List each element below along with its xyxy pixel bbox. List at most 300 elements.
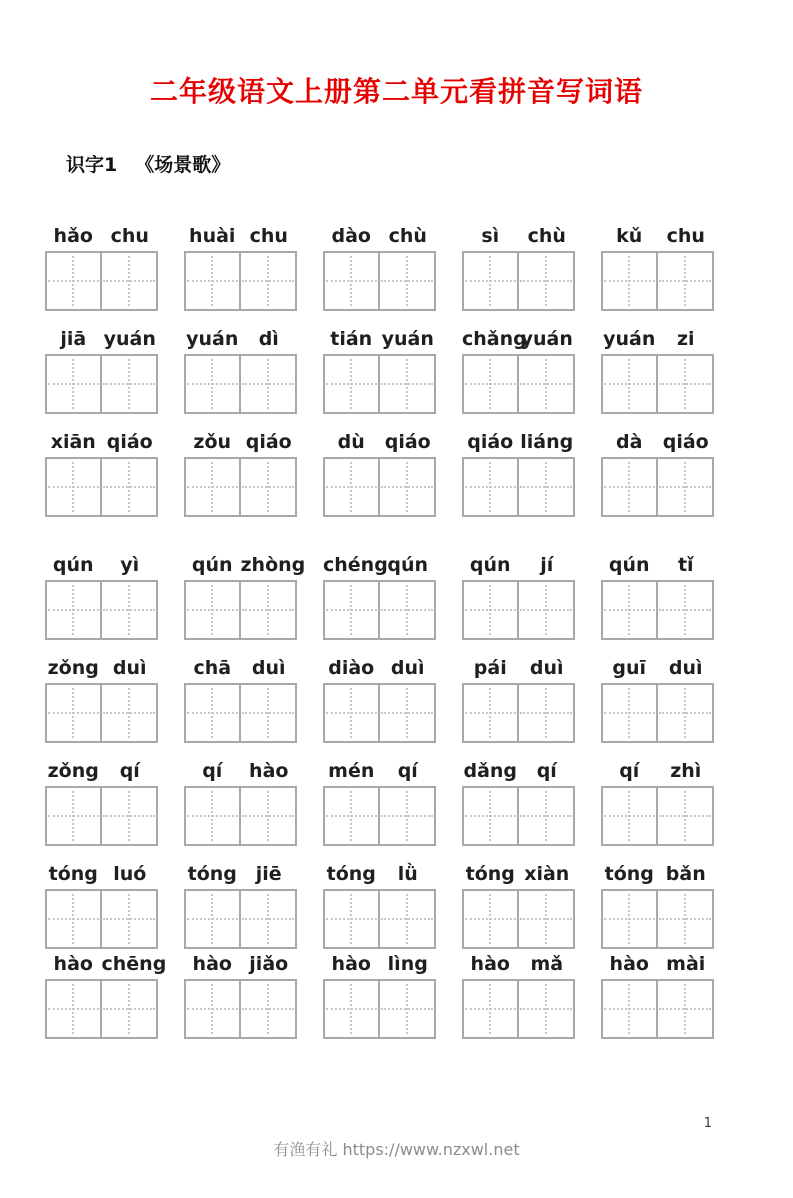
pinyin-word — [45, 225, 158, 247]
pinyin-syllable: yuán — [103, 328, 156, 351]
horizontal-guide-line — [326, 280, 377, 282]
pinyin-line — [0, 758, 793, 782]
word-row — [0, 951, 793, 1039]
writing-square — [380, 981, 435, 1037]
horizontal-guide-line — [604, 815, 655, 817]
pinyin-word — [184, 554, 306, 577]
pinyin-syllable: tǐ — [677, 554, 694, 577]
horizontal-guide-line — [326, 1008, 377, 1010]
writing-box-pair — [323, 580, 436, 640]
pinyin-syllable: luó — [113, 863, 147, 886]
pinyin-word — [601, 657, 714, 679]
writing-square — [380, 582, 435, 638]
pinyin-line — [0, 655, 793, 679]
pinyin-syllable: lìng — [387, 953, 428, 976]
pinyin-syllable: tóng — [187, 863, 237, 886]
pinyin-line — [0, 326, 793, 350]
writing-box-pair — [462, 889, 575, 949]
pinyin-word — [323, 328, 436, 350]
writing-square — [325, 685, 380, 741]
pinyin-syllable: chu — [666, 225, 705, 248]
horizontal-guide-line — [520, 280, 573, 282]
horizontal-guide-line — [520, 486, 573, 488]
writing-box-line — [0, 979, 793, 1039]
horizontal-guide-line — [48, 1008, 99, 1010]
writing-box-pair — [462, 354, 575, 414]
writing-square — [380, 459, 435, 515]
horizontal-guide-line — [242, 486, 295, 488]
horizontal-guide-line — [242, 609, 295, 611]
writing-square — [102, 253, 157, 309]
horizontal-guide-line — [465, 815, 516, 817]
writing-square — [186, 981, 241, 1037]
writing-square — [325, 981, 380, 1037]
pinyin-syllable: yuán — [603, 328, 656, 351]
pinyin-word — [323, 760, 436, 782]
pinyin-syllable: qiáo — [662, 431, 709, 454]
horizontal-guide-line — [242, 280, 295, 282]
pinyin-word — [323, 554, 436, 576]
pinyin-syllable: qún — [608, 554, 650, 577]
writing-box-pair — [45, 683, 158, 743]
writing-square — [102, 981, 157, 1037]
writing-square — [658, 459, 713, 515]
pinyin-syllable: qiáo — [245, 431, 292, 454]
pinyin-syllable: chù — [527, 225, 566, 248]
writing-box-pair — [184, 580, 297, 640]
horizontal-guide-line — [659, 486, 712, 488]
horizontal-guide-line — [326, 486, 377, 488]
horizontal-guide-line — [465, 918, 516, 920]
writing-square — [47, 459, 102, 515]
writing-square — [464, 459, 519, 515]
horizontal-guide-line — [103, 486, 156, 488]
pinyin-syllable: dào — [331, 225, 371, 248]
pinyin-syllable: chu — [249, 225, 288, 248]
pinyin-syllable: kǔ — [616, 225, 643, 248]
writing-square — [658, 981, 713, 1037]
writing-box-pair — [462, 457, 575, 517]
pinyin-syllable: zǒu — [193, 431, 232, 454]
writing-square — [102, 788, 157, 844]
pinyin-syllable: tóng — [48, 863, 98, 886]
horizontal-guide-line — [103, 280, 156, 282]
horizontal-guide-line — [381, 486, 434, 488]
horizontal-guide-line — [326, 918, 377, 920]
writing-square — [464, 788, 519, 844]
horizontal-guide-line — [242, 712, 295, 714]
writing-square — [102, 356, 157, 412]
writing-box-pair — [184, 889, 297, 949]
horizontal-guide-line — [187, 486, 238, 488]
pinyin-word — [184, 328, 297, 350]
horizontal-guide-line — [187, 712, 238, 714]
pinyin-line — [0, 429, 793, 453]
pinyin-word — [601, 225, 714, 247]
writing-box-pair — [462, 683, 575, 743]
pinyin-line — [0, 552, 793, 576]
writing-square — [241, 356, 296, 412]
pinyin-syllable: duì — [251, 657, 286, 680]
writing-square — [658, 685, 713, 741]
word-row — [0, 429, 793, 517]
writing-square — [658, 582, 713, 638]
horizontal-guide-line — [381, 712, 434, 714]
horizontal-guide-line — [187, 1008, 238, 1010]
writing-box-pair — [323, 979, 436, 1039]
writing-square — [241, 459, 296, 515]
writing-square — [241, 582, 296, 638]
section-heading — [66, 150, 793, 177]
pinyin-syllable: zhì — [670, 760, 702, 783]
pinyin-syllable: hào — [192, 953, 232, 976]
pinyin-syllable: yuán — [381, 328, 434, 351]
pinyin-syllable: hǎo — [53, 225, 93, 248]
horizontal-guide-line — [465, 1008, 516, 1010]
horizontal-guide-line — [381, 383, 434, 385]
writing-square — [658, 253, 713, 309]
horizontal-guide-line — [48, 918, 99, 920]
writing-square — [603, 788, 658, 844]
writing-square — [464, 356, 519, 412]
pinyin-word — [184, 953, 297, 975]
pinyin-syllable: liáng — [520, 431, 574, 454]
writing-square — [47, 253, 102, 309]
pinyin-syllable: chēng — [101, 953, 167, 976]
writing-box-pair — [45, 354, 158, 414]
pinyin-syllable: huài — [189, 225, 236, 248]
writing-box-pair — [184, 354, 297, 414]
horizontal-guide-line — [242, 383, 295, 385]
pinyin-syllable: qí — [119, 760, 140, 783]
pinyin-word — [184, 657, 297, 679]
pinyin-syllable: tián — [330, 328, 373, 351]
writing-square — [47, 685, 102, 741]
writing-square — [603, 356, 658, 412]
pinyin-word — [45, 328, 158, 350]
horizontal-guide-line — [48, 486, 99, 488]
pinyin-syllable: sì — [481, 225, 500, 248]
writing-square — [519, 788, 574, 844]
pinyin-word — [462, 953, 575, 975]
writing-box-pair — [323, 683, 436, 743]
pinyin-syllable: dǎng — [463, 760, 518, 783]
writing-square — [658, 788, 713, 844]
page-title: 二年级语文上册第二单元看拼音写词语 — [149, 75, 643, 108]
writing-square — [102, 685, 157, 741]
horizontal-guide-line — [187, 280, 238, 282]
pinyin-syllable: diào — [328, 657, 375, 680]
writing-square — [102, 582, 157, 638]
writing-square — [241, 788, 296, 844]
horizontal-guide-line — [103, 609, 156, 611]
writing-square — [186, 356, 241, 412]
horizontal-guide-line — [604, 486, 655, 488]
writing-square — [186, 582, 241, 638]
horizontal-guide-line — [604, 280, 655, 282]
pinyin-syllable: guī — [612, 657, 647, 680]
writing-box-line — [0, 580, 793, 640]
horizontal-guide-line — [48, 280, 99, 282]
pinyin-syllable: dà — [616, 431, 643, 454]
writing-box-pair — [184, 683, 297, 743]
writing-square — [325, 459, 380, 515]
pinyin-syllable: chǎng — [462, 328, 527, 351]
horizontal-guide-line — [187, 815, 238, 817]
writing-square — [102, 891, 157, 947]
writing-square — [519, 891, 574, 947]
word-row — [0, 326, 793, 414]
writing-square — [186, 685, 241, 741]
word-row — [0, 861, 793, 949]
writing-box-line — [0, 457, 793, 517]
writing-square — [380, 356, 435, 412]
horizontal-guide-line — [659, 1008, 712, 1010]
pinyin-syllable: qí — [397, 760, 418, 783]
pinyin-syllable: chu — [110, 225, 149, 248]
writing-square — [519, 582, 574, 638]
writing-box-pair — [45, 580, 158, 640]
pinyin-word — [601, 760, 714, 782]
horizontal-guide-line — [465, 609, 516, 611]
horizontal-guide-line — [659, 383, 712, 385]
writing-square — [519, 356, 574, 412]
horizontal-guide-line — [520, 918, 573, 920]
horizontal-guide-line — [242, 815, 295, 817]
pinyin-word — [45, 863, 158, 885]
pinyin-syllable: hào — [331, 953, 371, 976]
writing-box-pair — [601, 457, 714, 517]
writing-box-pair — [323, 251, 436, 311]
writing-box-pair — [601, 354, 714, 414]
pinyin-syllable: yuán — [520, 328, 573, 351]
pinyin-word — [462, 328, 575, 350]
pinyin-syllable: qí — [619, 760, 640, 783]
writing-box-pair — [323, 354, 436, 414]
horizontal-guide-line — [103, 383, 156, 385]
worksheet-page — [0, 75, 793, 1159]
writing-square — [519, 981, 574, 1037]
writing-box-pair — [601, 786, 714, 846]
writing-square — [464, 891, 519, 947]
pinyin-word — [45, 554, 158, 576]
horizontal-guide-line — [520, 1008, 573, 1010]
writing-square — [241, 253, 296, 309]
horizontal-guide-line — [326, 383, 377, 385]
horizontal-guide-line — [465, 280, 516, 282]
writing-box-pair — [601, 979, 714, 1039]
pinyin-syllable: pái — [473, 657, 507, 680]
horizontal-guide-line — [187, 609, 238, 611]
pinyin-syllable: mén — [328, 760, 375, 783]
writing-square — [519, 685, 574, 741]
pinyin-syllable: bǎn — [665, 863, 706, 886]
writing-box-pair — [184, 457, 297, 517]
pinyin-word — [323, 863, 436, 885]
pinyin-syllable: dù — [337, 431, 365, 454]
horizontal-guide-line — [103, 1008, 156, 1010]
horizontal-guide-line — [381, 918, 434, 920]
section-title: 《场景歌》 — [135, 154, 231, 177]
pinyin-word — [462, 225, 575, 247]
writing-box-pair — [45, 979, 158, 1039]
writing-box-pair — [462, 979, 575, 1039]
horizontal-guide-line — [48, 383, 99, 385]
pinyin-word — [601, 863, 714, 885]
writing-square — [325, 356, 380, 412]
writing-square — [603, 981, 658, 1037]
word-row — [0, 552, 793, 640]
writing-square — [380, 891, 435, 947]
pinyin-syllable: zi — [676, 328, 695, 351]
writing-square — [186, 253, 241, 309]
pinyin-syllable: duì — [668, 657, 703, 680]
pinyin-syllable: hào — [249, 760, 289, 783]
horizontal-guide-line — [103, 815, 156, 817]
horizontal-guide-line — [604, 1008, 655, 1010]
writing-box-line — [0, 354, 793, 414]
horizontal-guide-line — [465, 712, 516, 714]
pinyin-word — [184, 225, 297, 247]
pinyin-word — [462, 554, 575, 576]
writing-square — [603, 459, 658, 515]
horizontal-guide-line — [187, 918, 238, 920]
horizontal-guide-line — [242, 918, 295, 920]
horizontal-guide-line — [326, 712, 377, 714]
writing-square — [325, 582, 380, 638]
pinyin-word — [45, 760, 158, 782]
horizontal-guide-line — [48, 815, 99, 817]
horizontal-guide-line — [326, 609, 377, 611]
pinyin-syllable: qí — [202, 760, 223, 783]
pinyin-syllable: tóng — [465, 863, 515, 886]
pinyin-syllable: qiáo — [106, 431, 153, 454]
pinyin-word — [45, 657, 158, 679]
writing-square — [464, 253, 519, 309]
writing-square — [325, 788, 380, 844]
writing-box-pair — [45, 457, 158, 517]
word-row — [0, 223, 793, 311]
writing-square — [186, 788, 241, 844]
writing-square — [380, 788, 435, 844]
writing-square — [47, 981, 102, 1037]
writing-square — [464, 582, 519, 638]
writing-square — [47, 891, 102, 947]
writing-box-pair — [601, 251, 714, 311]
horizontal-guide-line — [604, 609, 655, 611]
writing-box-pair — [184, 786, 297, 846]
word-row — [0, 655, 793, 743]
pinyin-syllable: jí — [540, 554, 554, 577]
pinyin-word — [601, 953, 714, 975]
horizontal-guide-line — [326, 815, 377, 817]
pinyin-syllable: jiǎo — [249, 953, 289, 976]
pinyin-syllable: tóng — [326, 863, 376, 886]
writing-box-pair — [45, 889, 158, 949]
footer-watermark: 有渔有礼 https://www.nzxwl.net — [273, 1140, 520, 1159]
writing-square — [519, 253, 574, 309]
pinyin-word — [601, 328, 714, 350]
horizontal-guide-line — [381, 815, 434, 817]
horizontal-guide-line — [659, 609, 712, 611]
pinyin-word — [184, 431, 297, 453]
horizontal-guide-line — [465, 486, 516, 488]
writing-box-pair — [462, 580, 575, 640]
pinyin-syllable: zǒng — [47, 760, 99, 783]
horizontal-guide-line — [520, 712, 573, 714]
pinyin-syllable: zǒng — [47, 657, 99, 680]
writing-box-pair — [323, 786, 436, 846]
writing-box-pair — [323, 889, 436, 949]
pinyin-syllable: jiā — [60, 328, 87, 351]
writing-box-line — [0, 889, 793, 949]
horizontal-guide-line — [520, 815, 573, 817]
pinyin-word — [462, 657, 575, 679]
pinyin-syllable: duì — [529, 657, 564, 680]
pinyin-word — [601, 554, 714, 576]
writing-square — [325, 891, 380, 947]
horizontal-guide-line — [187, 383, 238, 385]
pinyin-line — [0, 861, 793, 885]
writing-square — [241, 685, 296, 741]
writing-box-line — [0, 683, 793, 743]
page-number: 1 — [703, 1116, 712, 1131]
writing-square — [325, 253, 380, 309]
pinyin-syllable: chā — [193, 657, 232, 680]
horizontal-guide-line — [381, 1008, 434, 1010]
writing-box-pair — [184, 979, 297, 1039]
writing-square — [603, 253, 658, 309]
pinyin-syllable: qún — [191, 554, 233, 577]
writing-box-pair — [462, 251, 575, 311]
horizontal-guide-line — [659, 280, 712, 282]
pinyin-syllable: hào — [609, 953, 649, 976]
pinyin-syllable: yuán — [186, 328, 239, 351]
writing-box-pair — [601, 580, 714, 640]
pinyin-syllable: qún — [387, 554, 429, 577]
horizontal-guide-line — [604, 712, 655, 714]
writing-box-pair — [45, 251, 158, 311]
pinyin-word — [462, 760, 575, 782]
pinyin-syllable: tóng — [604, 863, 654, 886]
horizontal-guide-line — [381, 280, 434, 282]
pinyin-word — [323, 431, 436, 453]
pinyin-word — [323, 657, 436, 679]
writing-square — [102, 459, 157, 515]
writing-square — [464, 685, 519, 741]
writing-box-pair — [601, 889, 714, 949]
section-label: 识字1 — [66, 154, 118, 177]
writing-square — [603, 582, 658, 638]
writing-square — [47, 788, 102, 844]
horizontal-guide-line — [48, 609, 99, 611]
horizontal-guide-line — [381, 609, 434, 611]
pinyin-word — [462, 863, 575, 885]
writing-box-pair — [45, 786, 158, 846]
pinyin-word — [184, 760, 297, 782]
pinyin-syllable: mài — [666, 953, 706, 976]
pinyin-syllable: xiān — [50, 431, 96, 454]
horizontal-guide-line — [659, 712, 712, 714]
pinyin-syllable: yì — [120, 554, 140, 577]
pinyin-syllable: xiàn — [524, 863, 570, 886]
horizontal-guide-line — [604, 383, 655, 385]
word-row — [0, 758, 793, 846]
pinyin-writing-grid — [0, 223, 793, 1039]
pinyin-word — [323, 953, 436, 975]
pinyin-line — [0, 951, 793, 975]
pinyin-syllable: jiē — [255, 863, 282, 886]
